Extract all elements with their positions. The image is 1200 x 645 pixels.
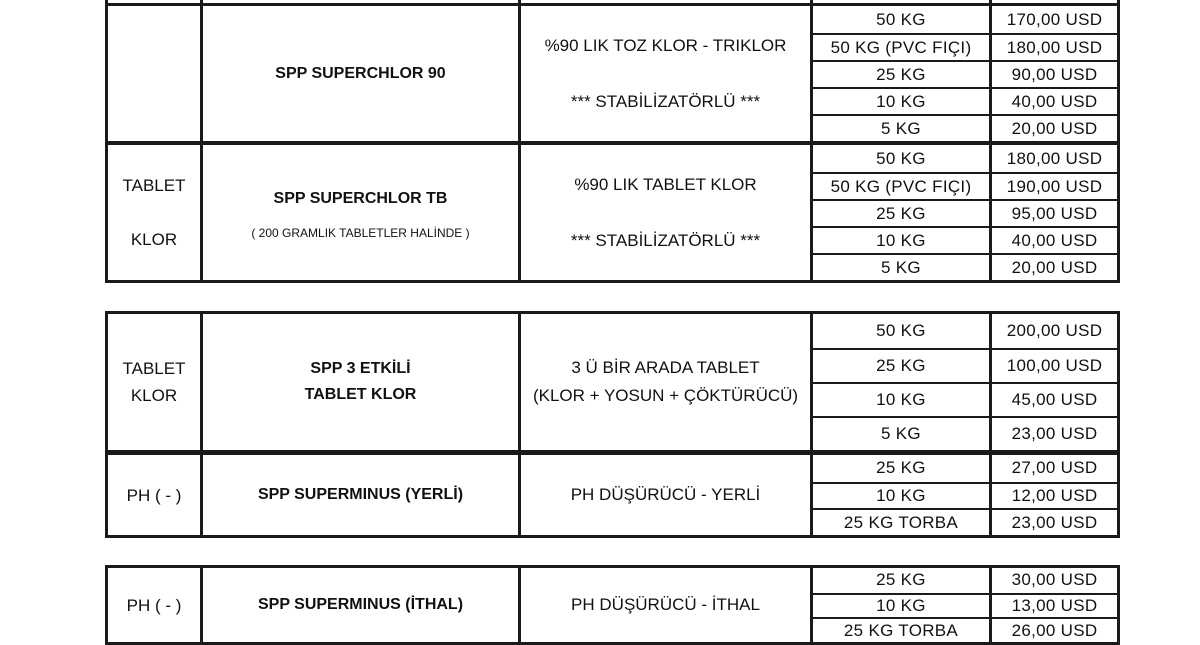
- description-cell: [518, 455, 810, 535]
- package-size: 50 KG: [810, 145, 989, 172]
- package-size: 10 KG: [810, 482, 989, 509]
- package-size: 50 KG: [810, 314, 989, 348]
- category-cell: [108, 145, 200, 280]
- category-label: [152, 199, 157, 226]
- package-size: 50 KG (PVC FIÇI): [810, 33, 989, 60]
- price: 30,00 USD: [989, 568, 1117, 593]
- package-size: 10 KG: [810, 87, 989, 114]
- product-cell: [200, 314, 518, 450]
- package-size: 25 KG: [810, 568, 989, 593]
- price: 27,00 USD: [989, 455, 1117, 482]
- description-line: *** STABİLİZATÖRLÜ ***: [570, 230, 761, 250]
- product-cell: [200, 568, 518, 642]
- price: 12,00 USD: [989, 482, 1117, 509]
- package-size: 50 KG: [810, 6, 989, 33]
- category-label: KLOR: [130, 230, 178, 249]
- product-block: [105, 565, 1120, 645]
- description-cell: [518, 568, 810, 642]
- category-cell: [108, 455, 200, 535]
- description-line: *** STABİLİZATÖRLÜ ***: [570, 91, 761, 111]
- package-size: 25 KG TORBA: [810, 617, 989, 642]
- category-label: TABLET: [122, 176, 186, 195]
- product-block: [105, 452, 1120, 538]
- price: 200,00 USD: [989, 314, 1117, 348]
- description-line: %90 LIK TABLET KLOR: [574, 174, 757, 194]
- description-line: 3 Ü BİR ARADA TABLET: [571, 358, 760, 377]
- package-size: 10 KG: [810, 226, 989, 253]
- product-name: SPP 3 ETKİLİ: [310, 360, 411, 377]
- package-size: 5 KG: [810, 114, 989, 141]
- product-note: ( 200 GRAMLIK TABLETLER HALİNDE ): [251, 225, 470, 240]
- package-size: 5 KG: [810, 253, 989, 280]
- category-cell: [108, 6, 200, 141]
- description-cell: [518, 6, 810, 141]
- package-size: 10 KG: [810, 382, 989, 416]
- price: 45,00 USD: [989, 382, 1117, 416]
- package-size: 5 KG: [810, 416, 989, 450]
- price: 100,00 USD: [989, 348, 1117, 382]
- price: 40,00 USD: [989, 226, 1117, 253]
- package-size: 25 KG: [810, 60, 989, 87]
- price: 20,00 USD: [989, 253, 1117, 280]
- price: 13,00 USD: [989, 593, 1117, 618]
- price: 20,00 USD: [989, 114, 1117, 141]
- product-block: [105, 311, 1120, 453]
- package-size: 25 KG TORBA: [810, 508, 989, 535]
- product-cell: [200, 6, 518, 141]
- product-name: SPP SUPERMINUS (YERLİ): [257, 486, 464, 503]
- category-label: PH ( - ): [126, 485, 182, 505]
- price: 95,00 USD: [989, 199, 1117, 226]
- product-name: SPP SUPERCHLOR TB: [273, 189, 448, 207]
- price: 90,00 USD: [989, 60, 1117, 87]
- category-cell: [108, 568, 200, 642]
- description-line: PH DÜŞÜRÜCÜ - YERLİ: [570, 485, 761, 504]
- package-size: 25 KG: [810, 455, 989, 482]
- description-line: %90 LIK TOZ KLOR - TRIKLOR: [544, 35, 787, 55]
- product-cell: [200, 455, 518, 535]
- package-size: 50 KG (PVC FIÇI): [810, 172, 989, 199]
- package-size: 25 KG: [810, 348, 989, 382]
- price: 180,00 USD: [989, 33, 1117, 60]
- description-line: (KLOR + YOSUN + ÇÖKTÜRÜCÜ): [532, 386, 799, 405]
- description-cell: [518, 314, 810, 450]
- product-block: [105, 3, 1120, 144]
- description-line: PH DÜŞÜRÜCÜ - İTHAL: [571, 595, 760, 614]
- category-cell: [108, 314, 200, 450]
- product-cell: [200, 145, 518, 280]
- product-name: SPP SUPERCHLOR 90: [275, 64, 446, 82]
- price: 170,00 USD: [989, 6, 1117, 33]
- category-label: PH ( - ): [126, 595, 182, 615]
- price: 23,00 USD: [989, 416, 1117, 450]
- price: 40,00 USD: [989, 87, 1117, 114]
- product-name: TABLET KLOR: [304, 386, 417, 403]
- package-size: 10 KG: [810, 593, 989, 618]
- description-cell: [518, 145, 810, 280]
- price: 26,00 USD: [989, 617, 1117, 642]
- package-size: 25 KG: [810, 199, 989, 226]
- price: 23,00 USD: [989, 508, 1117, 535]
- price: 190,00 USD: [989, 172, 1117, 199]
- description-line: [663, 60, 668, 88]
- price: 180,00 USD: [989, 145, 1117, 172]
- category-label: TABLET: [122, 359, 186, 378]
- description-line: [663, 199, 668, 227]
- product-block: [105, 142, 1120, 283]
- product-name: SPP SUPERMINUS (İTHAL): [257, 596, 464, 613]
- category-label: KLOR: [130, 386, 178, 405]
